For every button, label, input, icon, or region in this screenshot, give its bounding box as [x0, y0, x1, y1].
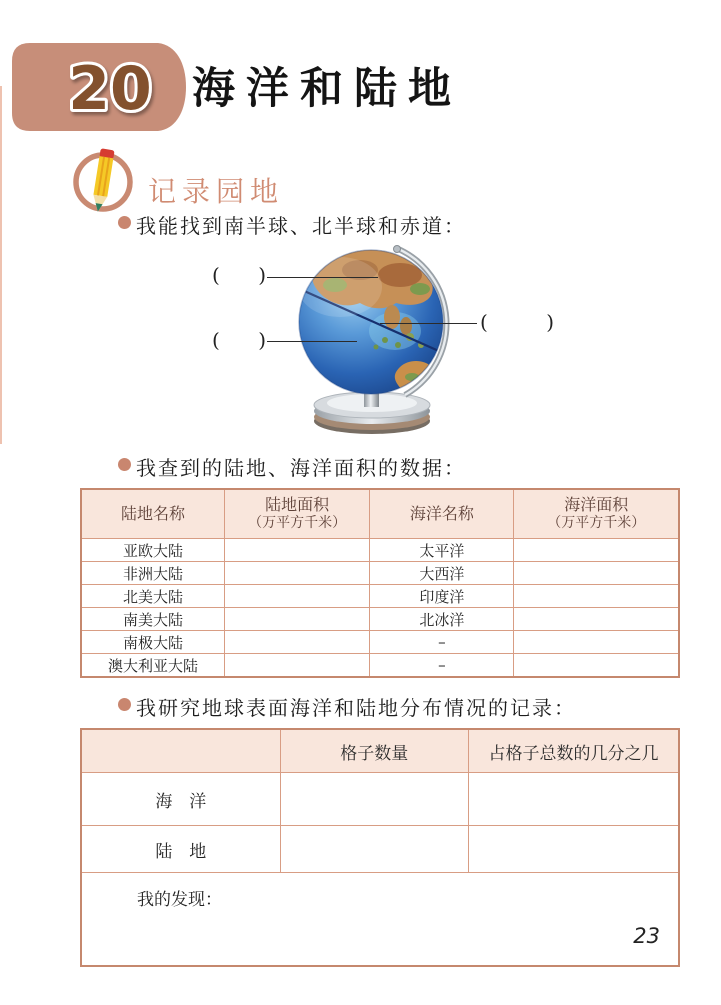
ocean-name-cell: 北冰洋	[370, 608, 514, 631]
paren-open: (	[212, 263, 220, 287]
table-row	[81, 631, 679, 654]
leader-line-south	[267, 341, 357, 342]
col-header-ocean-area: 海洋面积 （万平方千米）	[514, 489, 679, 539]
col-header-land-name: 陆地名称	[81, 489, 225, 539]
land-area-cell	[225, 631, 370, 654]
hemisphere-label-south	[212, 328, 266, 352]
section-header	[70, 146, 284, 220]
distribution-header-row	[81, 729, 679, 773]
lesson-title: 海洋和陆地	[192, 64, 462, 114]
table-row	[81, 562, 679, 585]
land-area-cell	[225, 562, 370, 585]
ocean-area-cell	[514, 608, 679, 631]
area-table	[80, 488, 680, 678]
leader-line-equator	[380, 323, 477, 324]
lesson-number: 20	[68, 54, 152, 124]
table-row	[81, 608, 679, 631]
hemisphere-label-north	[212, 263, 266, 287]
pencil-icon	[70, 146, 138, 220]
leader-line-north	[267, 277, 378, 278]
section-title: 记录园地	[148, 175, 285, 208]
land-name-cell: 澳大利亚大陆	[81, 654, 225, 678]
fraction-cell	[468, 773, 679, 826]
lesson-banner	[12, 43, 188, 131]
ocean-name-cell: –	[370, 631, 514, 654]
ocean-name-cell: 太平洋	[370, 539, 514, 562]
table-row	[81, 654, 679, 678]
ocean-name-cell: 印度洋	[370, 585, 514, 608]
bullet-icon	[118, 698, 131, 711]
paren-close: )	[258, 263, 266, 287]
land-name-cell: 非洲大陆	[81, 562, 225, 585]
ocean-name-cell: –	[370, 654, 514, 678]
findings-label: 我的发现：	[81, 873, 679, 967]
land-area-cell	[225, 654, 370, 678]
col-header-land-area: 陆地面积 （万平方千米）	[225, 489, 370, 539]
ocean-area-cell	[514, 562, 679, 585]
ocean-area-cell	[514, 585, 679, 608]
table-row	[81, 773, 679, 826]
ocean-area-cell	[514, 654, 679, 678]
land-name-cell: 南美大陆	[81, 608, 225, 631]
grid-count-cell	[280, 773, 468, 826]
page-edge-strip	[0, 86, 2, 444]
ocean-area-cell	[514, 631, 679, 654]
grid-count-cell	[280, 826, 468, 873]
ocean-name-cell: 大西洋	[370, 562, 514, 585]
col-header-fraction: 占格子总数的几分之几	[468, 729, 679, 773]
page-number: 23	[633, 924, 660, 948]
land-area-cell	[225, 539, 370, 562]
row-label-ocean: 海 洋	[81, 773, 280, 826]
land-name-cell: 北美大陆	[81, 585, 225, 608]
area-table-header-row	[81, 489, 679, 539]
equator-label	[480, 310, 554, 334]
prompt-text: 我能找到南半球、北半球和赤道：	[136, 214, 466, 238]
lesson-banner-shape	[12, 43, 188, 131]
paren-open: (	[480, 310, 488, 334]
col-header-grid-count: 格子数量	[280, 729, 468, 773]
col-header-blank	[81, 729, 280, 773]
prompt-area-data	[118, 452, 466, 481]
land-name-cell: 南极大陆	[81, 631, 225, 654]
paren-close: )	[546, 310, 554, 334]
bullet-icon	[118, 458, 131, 471]
fraction-cell	[468, 826, 679, 873]
paren-close: )	[258, 328, 266, 352]
ocean-area-cell	[514, 539, 679, 562]
prompt-hemispheres	[118, 210, 466, 239]
land-area-cell	[225, 608, 370, 631]
land-area-cell	[225, 585, 370, 608]
prompt-distribution	[118, 692, 576, 721]
bullet-icon	[118, 216, 131, 229]
land-name-cell: 亚欧大陆	[81, 539, 225, 562]
table-row	[81, 539, 679, 562]
row-label-land: 陆 地	[81, 826, 280, 873]
paren-open: (	[212, 328, 220, 352]
prompt-text: 我研究地球表面海洋和陆地分布情况的记录：	[136, 696, 576, 720]
table-row	[81, 826, 679, 873]
table-row	[81, 585, 679, 608]
col-header-ocean-name: 海洋名称	[370, 489, 514, 539]
findings-row	[81, 873, 679, 967]
prompt-text: 我查到的陆地、海洋面积的数据：	[136, 456, 466, 480]
